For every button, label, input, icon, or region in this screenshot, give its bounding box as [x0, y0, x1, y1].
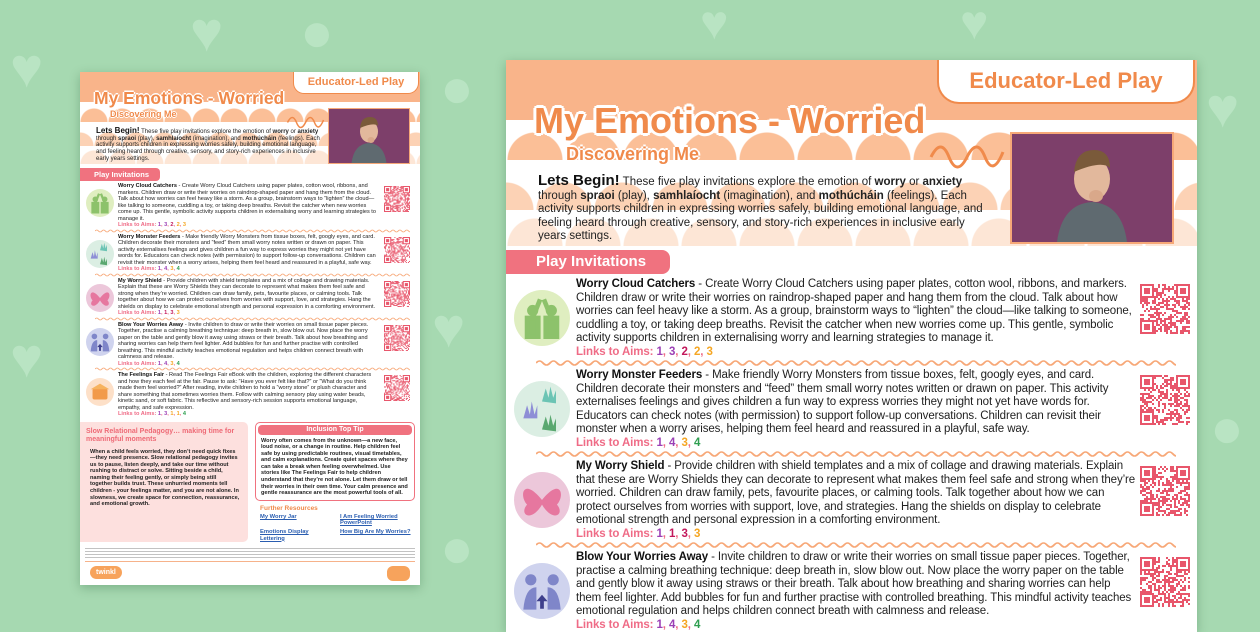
slow-relational-pedagogy-box	[80, 422, 248, 543]
activity-description	[576, 460, 1136, 541]
links-to-aims	[118, 222, 380, 229]
qr-code[interactable]	[1140, 557, 1190, 607]
educator-led-play-tag: Educator-Led Play	[293, 72, 419, 94]
links-to-aims	[576, 528, 1136, 542]
aim-number: 3	[183, 222, 186, 228]
aim-number: 2	[682, 346, 688, 358]
handprints-icon	[514, 381, 570, 437]
aim-number: 3	[170, 310, 173, 316]
aim-separator: ,	[663, 437, 669, 449]
aim-separator: ,	[173, 361, 176, 367]
activity-item	[80, 182, 420, 229]
background-heart-icon: ♥	[1206, 80, 1239, 136]
aim-number: 4	[669, 437, 675, 449]
links-to-aims	[118, 411, 380, 418]
inclusion-column	[255, 422, 415, 543]
activity-title: Worry Monster Feeders	[118, 234, 180, 240]
squiggle-icon	[926, 132, 1006, 172]
aim-number: 1	[177, 411, 180, 417]
aim-separator: ,	[688, 437, 694, 449]
background-bubble-icon: ●	[1210, 400, 1244, 456]
links-to-aims	[576, 346, 1136, 360]
page-subtitle: Discovering Me	[110, 109, 177, 119]
intro-text: through	[538, 190, 580, 202]
aim-number: 3	[682, 437, 688, 449]
links-to-aims	[118, 266, 380, 273]
activity-text: - Make friendly Worry Monsters from tissue boxes, felt, googly eyes, and card. Children decorate their monsters and “feed” them small worry notes written or drawn on paper. This activity externalises feelings and gives children a fun way to express worries they might not yet have words for. Educators can check notes (with permission) to support follow-up conversations. Children can revisit their monster when a worry arises, helping them feel heard and reassured in a playful, safe way.	[118, 234, 376, 266]
aim-number: 1	[158, 411, 161, 417]
aim-number: 1	[158, 310, 161, 316]
aim-number: 1	[158, 266, 161, 272]
aim-separator: ,	[180, 222, 183, 228]
links-label: Links to Aims:	[118, 222, 158, 228]
background-bubble-icon: ●	[440, 520, 474, 576]
activity-item	[80, 233, 420, 273]
intro-bold: mothúcháin	[242, 136, 276, 142]
intro-text: These five play invitations explore the emotion of	[620, 176, 875, 188]
links-label: Links to Aims:	[118, 310, 158, 316]
aim-separator: ,	[161, 222, 164, 228]
document-preview-thumbnail[interactable]	[80, 72, 420, 585]
worksheet	[80, 72, 420, 585]
activity-text: - Invite children to draw or write their worries on small tissue paper pieces. Together, practise a calming breathing technique: deep breath in, slow blow out. Now place the worry paper on the table and gently blow it away using straws or their breath. Talk about how breathing and sharing worries can help them feel lighter. Add bubbles for fun and further practise with controlled breathing. This mindful activity teaches emotional regulation and helps children connect breath with calmness and release.	[118, 322, 368, 361]
educator-led-play-tag: Educator-Led Play	[937, 60, 1195, 104]
aim-number: 1	[657, 528, 663, 540]
intro-lead: Lets Begin!	[96, 126, 140, 135]
activity-item	[506, 276, 1197, 359]
page-title: My Emotions - Worried	[534, 100, 925, 142]
background-heart-icon: ♥	[700, 0, 729, 48]
aim-number: 3	[682, 619, 688, 631]
aim-separator: ,	[161, 411, 164, 417]
resource-link[interactable]: My Worry Jar	[260, 514, 335, 527]
aim-separator: ,	[675, 346, 681, 358]
intro-bold: worry	[273, 129, 289, 135]
aim-separator: ,	[161, 361, 164, 367]
twinkl-badge-icon	[387, 566, 410, 581]
qr-code[interactable]	[384, 375, 410, 401]
aim-separator: ,	[688, 528, 694, 540]
intro-bold: anxiety	[923, 176, 963, 188]
intro-text: (feelings). Each activity supports children in expressing worries safely, building emotional language, and feeling heard through creative, sensory, and story-rich experiences in inclusive early years settings.	[538, 190, 983, 243]
resource-link[interactable]: Emotions Display Lettering	[260, 529, 335, 542]
aim-number: 1	[158, 222, 161, 228]
qr-code[interactable]	[1140, 375, 1190, 425]
background-heart-icon: ♥	[190, 4, 223, 60]
aim-separator: ,	[688, 346, 694, 358]
intro-text: (feelings). Each activity supports children in expressing worries safely, building emotional language, and feeling heard through creative, sensory, and story-rich experiences in inclusive early years settings.	[96, 136, 320, 162]
activity-list	[80, 181, 420, 418]
aim-separator: ,	[675, 437, 681, 449]
header-banner	[506, 60, 1197, 250]
aim-number: 1	[669, 528, 675, 540]
aim-separator: ,	[180, 411, 183, 417]
intro-bold: samhlaíocht	[653, 190, 720, 202]
background-heart-icon: ♥	[960, 0, 989, 48]
intro-text: (imagination), and	[191, 136, 242, 142]
aim-number: 4	[177, 361, 180, 367]
qr-code[interactable]	[384, 186, 410, 212]
play-invitations-heading: Play Invitations	[506, 250, 670, 274]
aim-separator: ,	[675, 619, 681, 631]
fair-icon	[86, 378, 114, 406]
aim-separator: ,	[173, 411, 176, 417]
links-to-aims	[118, 310, 380, 317]
info-boxes	[80, 418, 420, 543]
wavy-divider	[536, 450, 1176, 458]
links-to-aims	[576, 437, 1136, 451]
aim-number: 4	[694, 619, 700, 631]
high-five-children-icon	[86, 189, 114, 217]
aim-number: 3	[164, 222, 167, 228]
aim-separator: ,	[167, 411, 170, 417]
aim-number: 4	[164, 361, 167, 367]
aim-separator: ,	[167, 310, 170, 316]
wavy-divider	[536, 359, 1176, 367]
aim-number: 4	[694, 437, 700, 449]
aim-separator: ,	[688, 619, 694, 631]
inclusion-top-tip-box	[255, 422, 415, 501]
activity-description	[576, 369, 1136, 450]
activity-description	[118, 278, 380, 317]
activity-text: - Create Worry Cloud Catchers using paper plates, cotton wool, ribbons, and markers. Children draw or write their worries on raindrop-shaped paper and hang them from the cloud. Talk about how worries can feel heavy like a storm. As a group, brainstorm ways to “lighten” the cloud—like talking to someone, cuddling a toy, or taking deep breaths. Revisit the catcher when new worries come up. This gentle, symbolic activity supports children in externalising worry and learning strategies to manage it.	[118, 183, 376, 222]
aim-number: 4	[183, 411, 186, 417]
activity-description	[118, 322, 380, 368]
intro-bold: samhlaíocht	[156, 136, 191, 142]
activity-text: - Provide children with shield templates and a mix of collage and drawing materials. Explain that these are Worry Shields they can decorate to represent what makes them feel safe and strong when they’re worried. Children can draw family, pets, favourite places, or calming tools. Talk together about how we can protect ourselves from worries with support, love, and strategies. Hang the shields on display to celebrate emotional strength and personal expression in a comforting environment.	[118, 278, 375, 310]
resource-links	[255, 514, 415, 542]
srp-title: Slow Relational Pedagogy… making time for meaningful moments	[80, 428, 240, 445]
background-heart-icon: ♥	[10, 330, 43, 386]
disclaimer-text	[85, 548, 415, 558]
activity-text: - Make friendly Worry Monsters from tissue boxes, felt, googly eyes, and card. Children decorate their monsters and “feed” them small worry notes written or drawn on paper. This activity externalises feelings and gives children a fun way to express worries they might not yet have words for. Educators can check notes (with permission) to support follow-up conversations. Children can revisit their monster when a worry arises, helping them feel heard and reassured in a playful, safe way.	[576, 369, 1108, 435]
background-bubble-icon: ●	[440, 60, 474, 116]
page-title: My Emotions - Worried	[94, 88, 284, 109]
aim-number: 3	[170, 266, 173, 272]
aim-separator: ,	[663, 346, 669, 358]
activity-text: - Create Worry Cloud Catchers using paper plates, cotton wool, ribbons, and markers. Children draw or write their worries on raindrop-shaped paper and hang them from the cloud. Talk about how worries can feel heavy like a storm. As a group, brainstorm ways to “lighten” the cloud—like talking to someone, cuddling a toy, or taking deep breaths. Revisit the catcher when new worries come up. This gentle, symbolic activity supports children in externalising worry and learning strategies to manage it.	[576, 278, 1132, 344]
aim-number: 3	[170, 361, 173, 367]
intro-bold: anxiety	[298, 129, 319, 135]
inclusion-title: Inclusion Top Tip	[258, 425, 412, 435]
aim-separator: ,	[161, 310, 164, 316]
aim-separator: ,	[173, 266, 176, 272]
aim-separator: ,	[173, 310, 176, 316]
background-heart-icon: ♥	[10, 40, 43, 96]
links-label: Links to Aims:	[576, 528, 657, 540]
qr-code[interactable]	[1140, 284, 1190, 334]
twinkl-logo: twinkl	[90, 566, 122, 579]
aim-number: 2	[694, 346, 700, 358]
aim-separator: ,	[167, 222, 170, 228]
intro-bold: spraoi	[580, 190, 615, 202]
activity-title: My Worry Shield	[118, 278, 162, 284]
intro-paragraph	[538, 174, 993, 244]
aim-number: 4	[164, 266, 167, 272]
aim-separator: ,	[173, 222, 176, 228]
further-resources-title: Further Resources	[260, 505, 415, 512]
aim-separator: ,	[700, 346, 706, 358]
background-bubble-icon: ●	[300, 4, 334, 60]
resource-link[interactable]: I Am Feeling Worried PowerPoint	[340, 514, 415, 527]
activity-description	[118, 234, 380, 273]
aim-number: 2	[177, 222, 180, 228]
aim-number: 3	[682, 528, 688, 540]
page-subtitle: Discovering Me	[566, 144, 699, 165]
intro-bold: mothúcháin	[819, 190, 884, 202]
qr-code[interactable]	[384, 281, 410, 307]
worried-child-photo	[1010, 132, 1174, 244]
activity-text: - Read The Feelings Fair eBook with the children, exploring the different characters and how they each feel at the fair. Pause to ask: “Have you ever felt like that?” or “What do you think made them feel worried?” After reading, invite children to hold a “worry stone” or plush character and share something that sometimes worries them. Follow with calming sensory play using water beads, kinetic sand, or soft fabric. This reflective and sensory-rich session supports emotional language, empathy, and safe expression.	[118, 372, 371, 411]
activity-item	[80, 321, 420, 368]
activity-description	[576, 551, 1136, 632]
intro-text: (imagination), and	[720, 190, 818, 202]
links-label: Links to Aims:	[576, 437, 657, 449]
intro-bold: worry	[875, 176, 906, 188]
activity-title: The Feelings Fair	[118, 372, 164, 378]
aim-number: 1	[158, 361, 161, 367]
activity-text: - Invite children to draw or write their worries on small tissue paper pieces. Together, practise a calming breathing technique: deep breath in, slow blow out. Now place the worry paper on the table and gently blow it away using straws or their breath. Talk about how breathing and sharing worries can help them feel lighter. Add bubbles for fun and further practise with controlled breathing. This mindful activity teaches emotional regulation and helps children connect breath with calmness and release.	[576, 551, 1131, 617]
aim-separator: ,	[161, 266, 164, 272]
activity-item	[506, 549, 1197, 632]
activity-item	[506, 367, 1197, 450]
links-label: Links to Aims:	[118, 411, 158, 417]
activity-text: - Provide children with shield templates and a mix of collage and drawing materials. Explain that these are Worry Shields they can decorate to represent what makes them feel safe and strong when they’re worried. Children can draw family, pets, favourite places, or calming tools. Talk together about how we can protect ourselves from worries with support, love, and strategies. Hang the shields on display to celebrate emotional strength and personal expression in a comforting environment.	[576, 460, 1135, 526]
intro-text: (play),	[615, 190, 653, 202]
intro-paragraph	[96, 128, 322, 163]
intro-text: (play),	[136, 136, 156, 142]
intro-text: These five play invitations explore the emotion of	[140, 129, 273, 135]
worried-child-photo	[328, 108, 410, 164]
activity-list	[506, 274, 1197, 632]
intro-text: or	[906, 176, 923, 188]
aim-separator: ,	[675, 528, 681, 540]
activity-item	[80, 371, 420, 418]
inclusion-body: Worry often comes from the unknown—a new face, loud noise, or a change in routine. Help children feel safe by using predictable routines, visual timetables, and calm explanations. Create quiet spaces where they can take a break when feeling overwhelmed. Use stories like The Feelings Fair to help children understand that they’re not alone. Let them draw or tell their worries in their own time. Your calm presence and gentle reassurance are the most powerful tools of all.	[261, 438, 409, 497]
worksheet	[506, 60, 1197, 632]
header-banner	[80, 72, 420, 168]
links-label: Links to Aims:	[576, 346, 657, 358]
intro-lead: Lets Begin!	[538, 172, 620, 189]
high-five-children-icon	[514, 290, 570, 346]
intro-text: or	[289, 129, 298, 135]
further-resources	[255, 505, 415, 542]
play-invitations-heading: Play Invitations	[80, 168, 160, 181]
qr-code[interactable]	[1140, 466, 1190, 516]
aim-number: 4	[177, 266, 180, 272]
activity-title: Worry Cloud Catchers	[118, 183, 177, 189]
aim-number: 1	[657, 619, 663, 631]
aim-number: 1	[657, 437, 663, 449]
aim-number: 1	[657, 346, 663, 358]
activity-description	[118, 372, 380, 418]
aim-number: 1	[170, 411, 173, 417]
aim-number: 3	[177, 310, 180, 316]
aim-number: 3	[669, 346, 675, 358]
aim-number: 2	[170, 222, 173, 228]
activity-description	[118, 183, 380, 229]
aim-number: 3	[707, 346, 713, 358]
activity-title: Worry Monster Feeders	[576, 369, 702, 381]
intro-bold: spraoi	[118, 136, 136, 142]
intro-text: through	[96, 136, 118, 142]
sharing-children-icon	[86, 328, 114, 356]
resource-link[interactable]: How Big Are My Worries?	[340, 529, 415, 542]
qr-code[interactable]	[384, 237, 410, 263]
butterfly-icon	[514, 472, 570, 528]
aim-separator: ,	[167, 266, 170, 272]
footer	[85, 561, 415, 585]
document-preview-large	[506, 60, 1197, 632]
squiggle-icon	[285, 110, 325, 130]
aim-number: 1	[164, 310, 167, 316]
activity-item	[80, 277, 420, 317]
srp-body: When a child feels worried, they don’t need quick fixes—they need presence. Slow relational pedagogy invites us to pause, listen deeply, and take our time without rushing to distract or solve. Sitting beside a child, naming their feeling gently, or simply being still together builds trust. These unhurried moments tell children - your feelings matter, and you are not alone. In slowness, we create space for connection, reassurance, and emotional growth.	[80, 449, 240, 508]
aim-separator: ,	[663, 528, 669, 540]
activity-item	[506, 458, 1197, 541]
wavy-divider	[536, 541, 1176, 549]
aim-separator: ,	[167, 361, 170, 367]
links-label: Links to Aims:	[118, 361, 158, 367]
links-label: Links to Aims:	[576, 619, 657, 631]
activity-title: Worry Cloud Catchers	[576, 278, 695, 290]
handprints-icon	[86, 240, 114, 268]
qr-code[interactable]	[384, 325, 410, 351]
butterfly-icon	[86, 284, 114, 312]
activity-title: Blow Your Worries Away	[118, 322, 183, 328]
activity-description	[576, 278, 1136, 359]
activity-title: Blow Your Worries Away	[576, 551, 708, 563]
sharing-children-icon	[514, 563, 570, 619]
links-to-aims	[118, 361, 380, 368]
activity-title: My Worry Shield	[576, 460, 664, 472]
links-label: Links to Aims:	[118, 266, 158, 272]
aim-number: 4	[669, 619, 675, 631]
aim-number: 3	[164, 411, 167, 417]
aim-number: 3	[694, 528, 700, 540]
aim-separator: ,	[663, 619, 669, 631]
background-heart-icon: ♥	[432, 300, 465, 356]
